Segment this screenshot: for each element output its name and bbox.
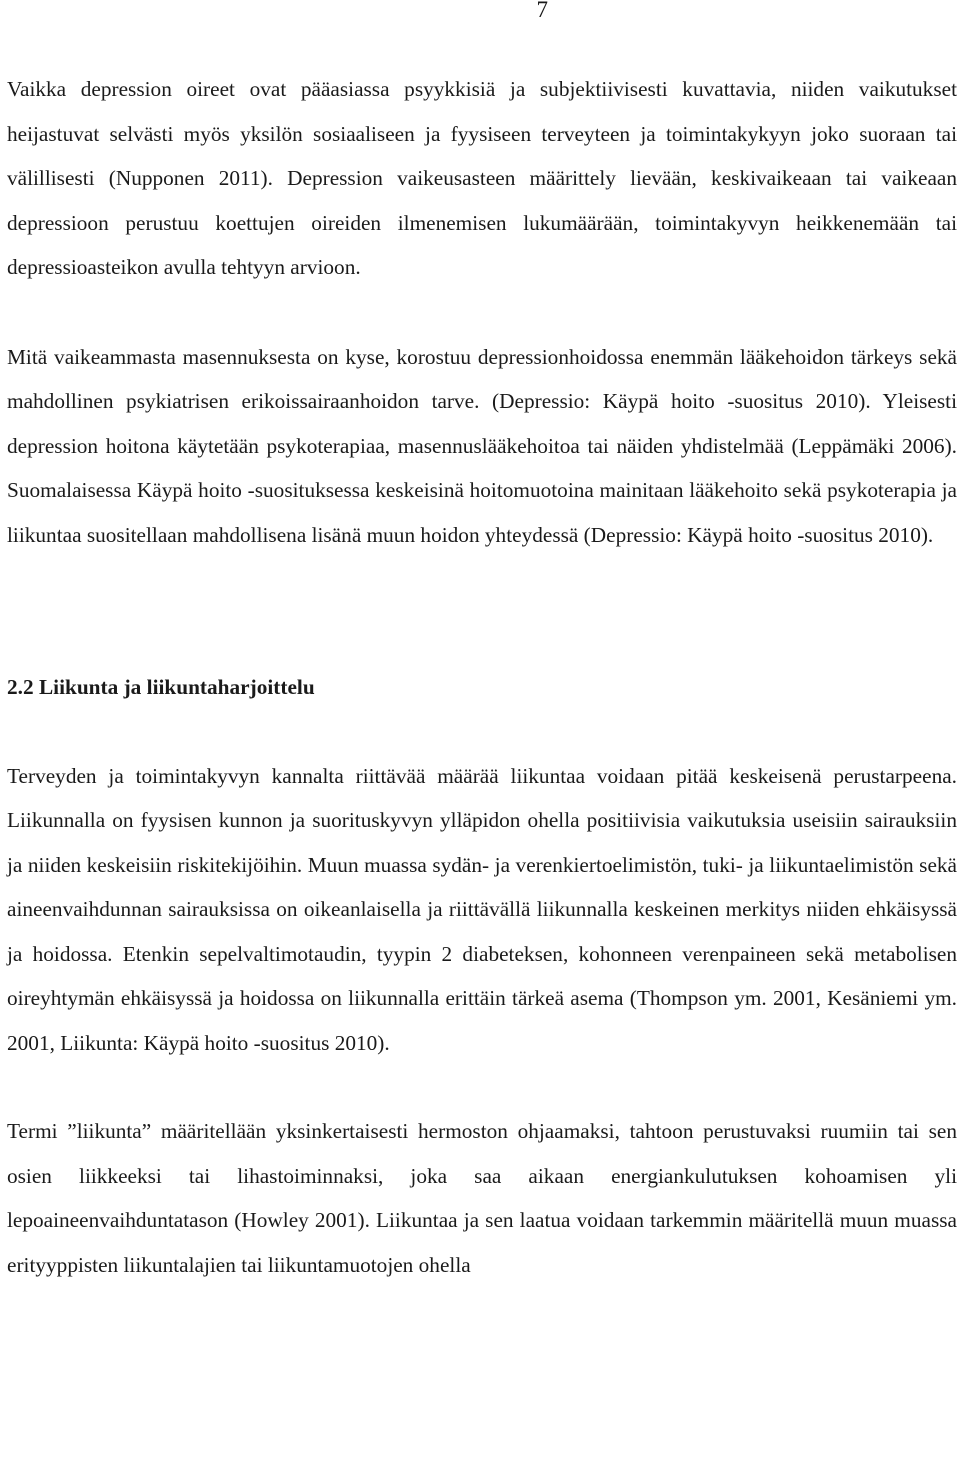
paragraph-exercise-health: Terveyden ja toimintakyvyn kannalta riittävää määrää liikuntaa voidaan pitää keskeisenä perustarpeena. Liikunnalla on fyysisen kunnon ja suorituskyvyn ylläpidon ohella positiivisia vaikutuksia useisiin sairauksiin ja niiden keskeisiin riskitekijöihin. Muun muassa sydän- ja verenkiertoelimistön, tuki- ja liikuntaelimistön sekä aineenvaihdunnan sairauksissa on oikeanlaisella ja riittävällä liikunnalla keskeinen merkitys niiden ehkäisyssä ja hoidossa. Etenkin sepelvaltimotaudin, tyypin 2 diabeteksen, kohonneen verenpaineen sekä metabolisen oireyhtymän ehkäisyssä ja hoidossa on liikunnalla erittäin tärkeä asema (Thompson ym. 2001, Kesäniemi ym. 2001, Liikunta: Käypä hoito -suositus 2010).	[7, 763, 957, 1055]
document-body	[7, 67, 957, 1287]
paragraph-depression-symptoms: Vaikka depression oireet ovat pääasiassa psyykkisiä ja subjektiivisesti kuvattavia, niiden vaikutukset heijastuvat selvästi myös yksilön sosiaaliseen ja fyysiseen terveyteen ja toimintakykyyn joko suoraan tai välillisesti (Nupponen 2011). Depression vaikeusasteen määrittely lievään, keskivaikeaan tai vaikeaan depressioon perustuu koettujen oireiden ilmenemisen lukumäärään, toimintakyvyn heikkenemään tai depressioasteikon avulla tehtyyn arvioon.	[7, 77, 957, 279]
paragraph-exercise-definition: Termi ”liikunta” määritellään yksinkertaisesti hermoston ohjaamaksi, tahtoon perustuvaksi ruumiin tai sen osien liikkeeksi tai lihastoiminnaksi, joka saa aikaan energiankulutuksen kohoamisen yli lepoaineenvaihduntatason (Howley 2001). Liikuntaa ja sen laatua voidaan tarkemmin määritellä muun muassa erityyppisten liikuntalajien tai liikuntamuotojen ohella	[7, 1119, 957, 1277]
section-heading: 2.2 Liikunta ja liikuntaharjoittelu	[7, 675, 315, 699]
paragraph-depression-treatment: Mitä vaikeammasta masennuksesta on kyse, korostuu depressionhoidossa enemmän lääkehoidon tärkeys sekä mahdollinen psykiatrisen erikoissairaanhoidon tarve. (Depressio: Käypä hoito -suositus 2010). Yleisesti depression hoitona käytetään psykoterapiaa, masennuslääkehoitoa tai näiden yhdistelmää (Leppämäki 2006). Suomalaisessa Käypä hoito -suosituksessa keskeisinä hoitomuotoina mainitaan lääkehoito sekä psykoterapia ja liikuntaa suositellaan mahdollisena lisänä muun hoidon yhteydessä (Depressio: Käypä hoito -suositus 2010).	[7, 344, 957, 547]
page-number: 7	[536, 0, 548, 22]
